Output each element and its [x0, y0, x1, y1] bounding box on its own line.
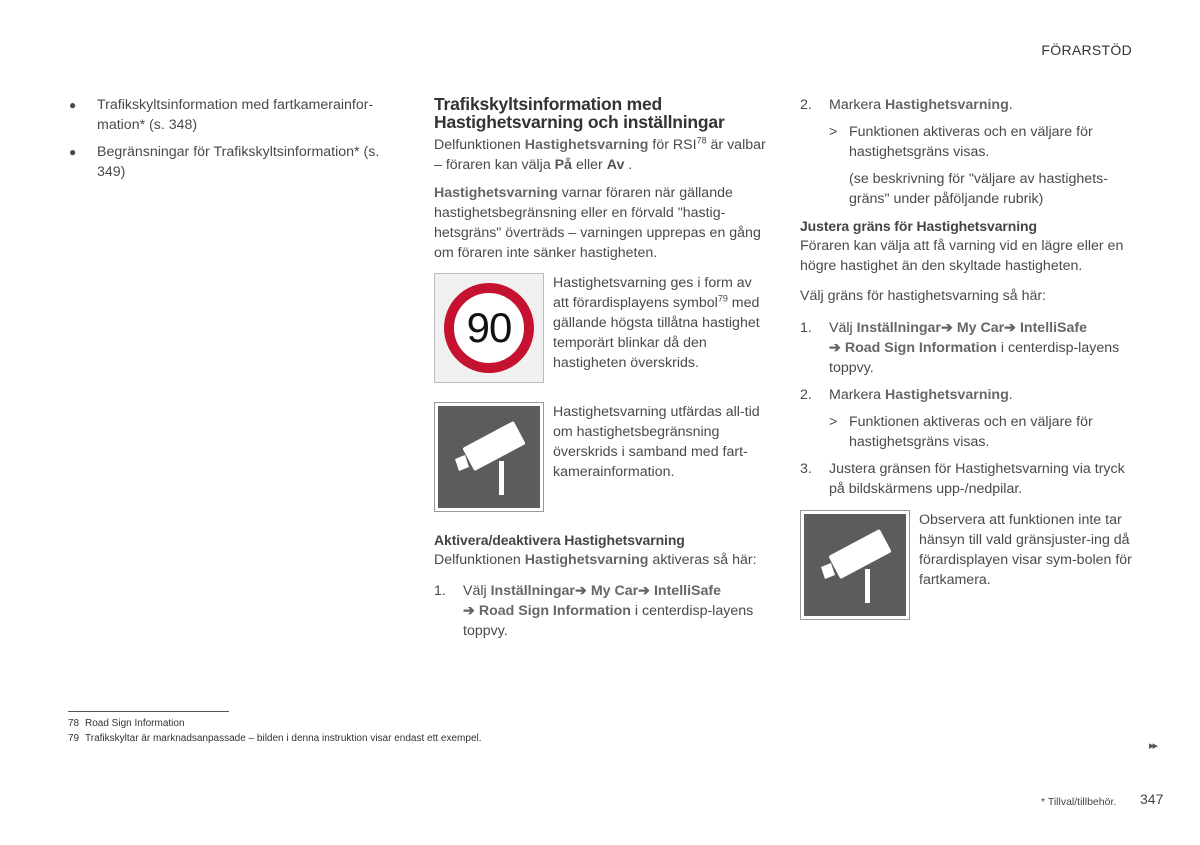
step-result	[800, 412, 1132, 452]
paragraph: Välj gräns för hastighetsvarning så här:	[800, 288, 1047, 304]
menu-path-item: My Car	[956, 320, 1005, 336]
section-header: FÖRARSTÖD	[1041, 42, 1132, 58]
menu-path-item: Inställningar	[490, 583, 575, 599]
link-related-topic[interactable]: Trafikskyltsinformation med fartkamerainfor-mation* (s. 348)	[97, 97, 374, 133]
menu-path-item: IntelliSafe	[1019, 320, 1087, 336]
figure-speed-camera	[800, 510, 1132, 620]
arrow-right-icon: ➔	[638, 583, 651, 599]
page-number: 347	[1140, 791, 1164, 807]
keyword: Hastighetsvarning	[524, 552, 649, 568]
arrow-right-icon: ➔	[1004, 320, 1017, 336]
next-page-icon[interactable]: ▸▸	[1149, 740, 1157, 752]
figure-caption: Observera att funktionen inte tar hänsyn till vald gränsjuster-ing då förardisplayen visar sym-bolen för fartkamera.	[919, 512, 1132, 588]
speed-camera-icon	[800, 510, 910, 620]
step-number: 2.	[800, 97, 812, 113]
tillval-note: * Tillval/tillbehör.	[1041, 796, 1117, 808]
step-text: Välj Inställningar➔ My Car➔ IntelliSafe ➔ Road Sign Information i centerdisp-layens toppvy.	[463, 583, 754, 639]
bullet-icon: ●	[69, 145, 77, 159]
menu-path-item: Road Sign Information	[844, 340, 997, 356]
step-text: Markera Hastighetsvarning.	[829, 97, 1013, 113]
step-number: 2.	[800, 387, 812, 403]
sub-heading: Aktivera/deaktivera Hastighetsvarning	[434, 532, 685, 548]
speed-limit-value: 90	[444, 283, 534, 373]
figure-speed-camera	[434, 402, 766, 512]
paragraph: Delfunktionen Hastighetsvarning aktiveras så här:	[434, 552, 757, 568]
arrow-right-icon: ➔	[574, 583, 587, 599]
note-text: (se beskrivning för "väljare av hastighets-gräns" under påföljande rubrik)	[849, 171, 1108, 207]
arrow-right-icon: ➔	[940, 320, 953, 336]
sub-heading: Justera gräns för Hastighetsvarning	[800, 218, 1037, 234]
result-text: Funktionen aktiveras och en väljare för hastighetsgräns visas.	[849, 414, 1093, 450]
figure-caption: Hastighetsvarning utfärdas all-tid om hastighetsbegränsning överskrids i samband med fart-kamerainformation.	[553, 404, 760, 480]
step-text: Välj Inställningar➔ My Car➔ IntelliSafe ➔ Road Sign Information i centerdisp-layens toppvy.	[829, 320, 1120, 376]
section-heading	[434, 95, 766, 131]
footnote: 78 Road Sign Information	[68, 718, 185, 729]
column-right	[800, 95, 1132, 620]
keyword: På	[554, 157, 573, 173]
step-item	[800, 95, 1132, 115]
speed-limit-sign-icon	[434, 273, 544, 383]
column-middle	[434, 95, 766, 648]
intro-paragraph: Delfunktionen Hastighetsvarning för RSI$^{78}$ är valbar – föraren kan välja På eller Av .	[434, 135, 766, 173]
figure-speed-sign	[434, 273, 766, 383]
keyword: Hastighetsvarning	[884, 97, 1009, 113]
step-text: Justera gränsen för Hastighetsvarning via tryck på bildskärmens upp-/nedpilar.	[829, 461, 1125, 497]
keyword: Hastighetsvarning	[524, 137, 649, 153]
footnote-divider	[68, 711, 229, 712]
footnote-ref[interactable]: 79	[717, 293, 728, 304]
bullet-icon: ●	[69, 98, 77, 112]
keyword: Hastighetsvarning	[434, 185, 558, 201]
footnote-ref[interactable]: 78	[696, 135, 707, 146]
result-marker: >	[829, 124, 838, 140]
footnote: 79 Trafikskyltar är marknadsanpassade – bilden i denna instruktion visar endast ett exempel.	[68, 733, 482, 744]
step-result	[800, 122, 1132, 162]
keyword: Hastighetsvarning	[884, 387, 1009, 403]
list-item	[68, 95, 394, 135]
step-number: 3.	[800, 461, 812, 477]
step-item	[434, 581, 766, 641]
arrow-right-icon: ➔	[463, 603, 475, 619]
menu-path-item: Road Sign Information	[478, 603, 631, 619]
step-item	[800, 318, 1132, 378]
keyword: Av	[606, 157, 625, 173]
step-item	[800, 459, 1132, 499]
step-item	[800, 385, 1132, 405]
menu-path-item: IntelliSafe	[653, 583, 721, 599]
step-number: 1.	[434, 583, 446, 599]
result-marker: >	[829, 414, 838, 430]
link-related-topic[interactable]: Begränsningar för Trafikskyltsinformation* (s. 349)	[97, 144, 380, 180]
menu-path-item: My Car	[590, 583, 639, 599]
heading-line: Trafikskyltsinformation med	[434, 94, 662, 114]
figure-caption: Hastighetsvarning ges i form av att förardisplayens symbol$^{79}$ med gällande högsta tillåtna hastighet temporärt blinkar då den hastigheten överskrids.	[553, 275, 760, 371]
result-text: Funktionen aktiveras och en väljare för hastighetsgräns visas.	[849, 124, 1093, 160]
list-item	[68, 142, 394, 182]
step-text: Markera Hastighetsvarning.	[829, 387, 1013, 403]
paragraph: Hastighetsvarning varnar föraren när gällande hastighetsbegränsning eller en förvald "hastig-hetsgräns" överträds – varningen upprepas en gång om föraren inte sänker hastigheten.	[434, 185, 761, 261]
speed-camera-icon	[434, 402, 544, 512]
paragraph: Föraren kan välja att få varning vid en lägre eller en högre hastighet än den skyltade hastigheten.	[800, 238, 1124, 274]
menu-path-item: Inställningar	[856, 320, 941, 336]
heading-line: Hastighetsvarning och inställningar	[434, 112, 725, 132]
step-number: 1.	[800, 320, 812, 336]
arrow-right-icon: ➔	[829, 340, 841, 356]
column-left	[68, 95, 394, 189]
